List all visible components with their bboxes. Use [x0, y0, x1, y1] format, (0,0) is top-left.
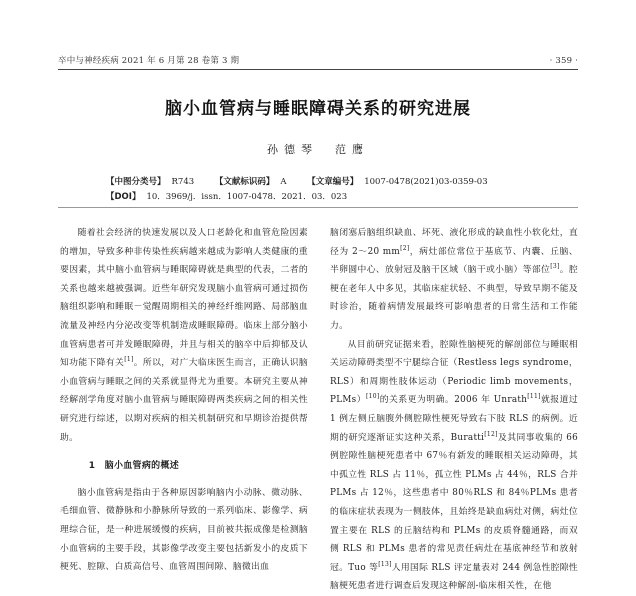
- header-divider: [58, 69, 578, 70]
- body-text: 的关系更为明确。2006 年 Unrath: [379, 395, 528, 406]
- body-text: 就报道过 1 例左侧丘脑腹外侧腔隙性梗死导致右下肢 RLS 的病例。近期的研究逐渐证实这种关系，Buratti: [330, 395, 578, 443]
- body-text: 及其同事收集的 66 例腔隙性脑梗死患者中 67％有新发的睡眠相关运动障碍，其中孤立性 RLS 占 11％，孤立性 PLMs 占 44％，RLS 合并 PLMs 占 12％，这些患者中 80％RLS 和 84％PLMs 患者的临床症状表现为一侧肢体，且始终是缺血病灶对侧，病灶位置主要在 RLS 的丘脑结构和 PLMs 的皮质脊髓通路，而双侧 RLS 和 PLMs 患者的常见责任病灶在基底神经节和放射冠。Tuo 等: [330, 432, 578, 573]
- body-paragraph: 脑小血管病是指由于各种原因影响脑内小动脉、微动脉、毛细血管、微静脉和小静脉所导致的一系列临床、影像学、病理综合征，是一种进展缓慢的疾病，目前被共振成像是检测脑小血管病的主要手段，其影像学改变主要包括新发小的皮质下梗死、腔隙、白质高信号、血管周围间隙、脑微出血: [60, 487, 308, 573]
- body-text: ，病灶部位常位于基底节、内囊、丘脑、半卵圆中心、放射冠及脑干区域（脑干或小脑）等部位: [330, 246, 578, 276]
- body-text: 脑闭塞后脑组织缺血、坏死、液化形成的缺血性小软化灶，直径为 2～20 mm: [330, 228, 578, 257]
- article-number-value: 1007-0478(2021)03-0359-03: [364, 177, 488, 187]
- continued-paragraph: [330, 224, 578, 336]
- section-heading: 1 脑小血管病的概述: [88, 461, 180, 472]
- document-code: [215, 175, 287, 187]
- document-code-value: A: [280, 177, 287, 187]
- metadata-divider: [58, 207, 578, 208]
- running-header: [58, 54, 578, 66]
- doi: [106, 190, 347, 202]
- citation: [1]: [124, 356, 134, 364]
- citation: [2]: [400, 244, 410, 252]
- body-text: 人用国际 RLS 评定量表对 244 例急性腔隙性脑梗死患者进行调查后发现这种解剖-临床相关性，在他: [330, 562, 579, 592]
- citation: [10]: [366, 393, 380, 401]
- article-metadata-row-1: [106, 175, 506, 187]
- clc-value: R743: [171, 177, 195, 187]
- right-column: [330, 224, 578, 596]
- document-code-label: 【文献标识码】: [214, 177, 275, 187]
- article-title: 脑小血管病与睡眠障碍关系的研究进展: [165, 99, 471, 119]
- doi-label: 【DOI】: [106, 192, 141, 202]
- intro-text: 随着社会经济的快速发展以及人口老龄化和血管危险因素的增加，导致多种非传染性疾病越来越成为影响人类健康的重要因素，其中脑小血管病与睡眠障碍就是典型的代表，二者的关系也越来越被强调。近些年研究发现脑小血管病可通过损伤脑组织影响和睡眠－觉醒周期相关的神经纤维网路、局部脑血流量及神经内分泌改变等机制造成睡眠障碍。临床上部分脑小血管病患者可并发睡眠障碍，并且与相关的脑卒中后抑郁及认知功能下降有关: [60, 228, 308, 369]
- doi-value: 10．3969/j．issn．1007-0478．2021．03．023: [146, 192, 348, 202]
- body-paragraph: [330, 336, 578, 596]
- article-number: [307, 175, 487, 187]
- body-text: 。腔梗在老年人中多见，其临床症状轻、不典型，导致早期不能及时诊治，随着病情发展最终可影响患者的日常生活和工作能力。: [330, 265, 578, 331]
- left-column: [60, 224, 308, 577]
- article-number-label: 【文章编号】: [307, 177, 359, 187]
- citation: [13]: [378, 560, 392, 568]
- clc-number: [106, 175, 194, 187]
- article-authors: 孙德琴 范鹰: [267, 143, 369, 156]
- page-number: · 359 ·: [549, 56, 578, 66]
- intro-paragraph: [60, 224, 308, 447]
- journal-issue-line: 卒中与神经疾病 2021 年 6 月第 28 卷第 3 期: [58, 56, 240, 66]
- citation: [3]: [550, 263, 560, 271]
- body-text: 从目前研究证据来看，腔隙性脑梗死的解剖部位与睡眠相关运动障碍类型不宁腿综合征（Restless legs syndrome，RLS）和周期性肢体运动（Periodic limb movements，PLMs）: [330, 339, 578, 406]
- clc-label: 【中图分类号】: [106, 177, 166, 187]
- citation: [12]: [484, 430, 498, 438]
- intro-text-tail: 。所以，对广大临床医生而言，正确认识脑小血管病与睡眠之间的关系就显得尤为重要。本研究主要从神经解剖学角度对脑小血管病与睡眠障碍两类疾病之间的相关性研究进行综述，以期对疾病的相关机制研究和早期诊治提供帮助。: [60, 358, 308, 443]
- article-metadata-row-2: [106, 190, 365, 202]
- citation: [11]: [527, 393, 541, 401]
